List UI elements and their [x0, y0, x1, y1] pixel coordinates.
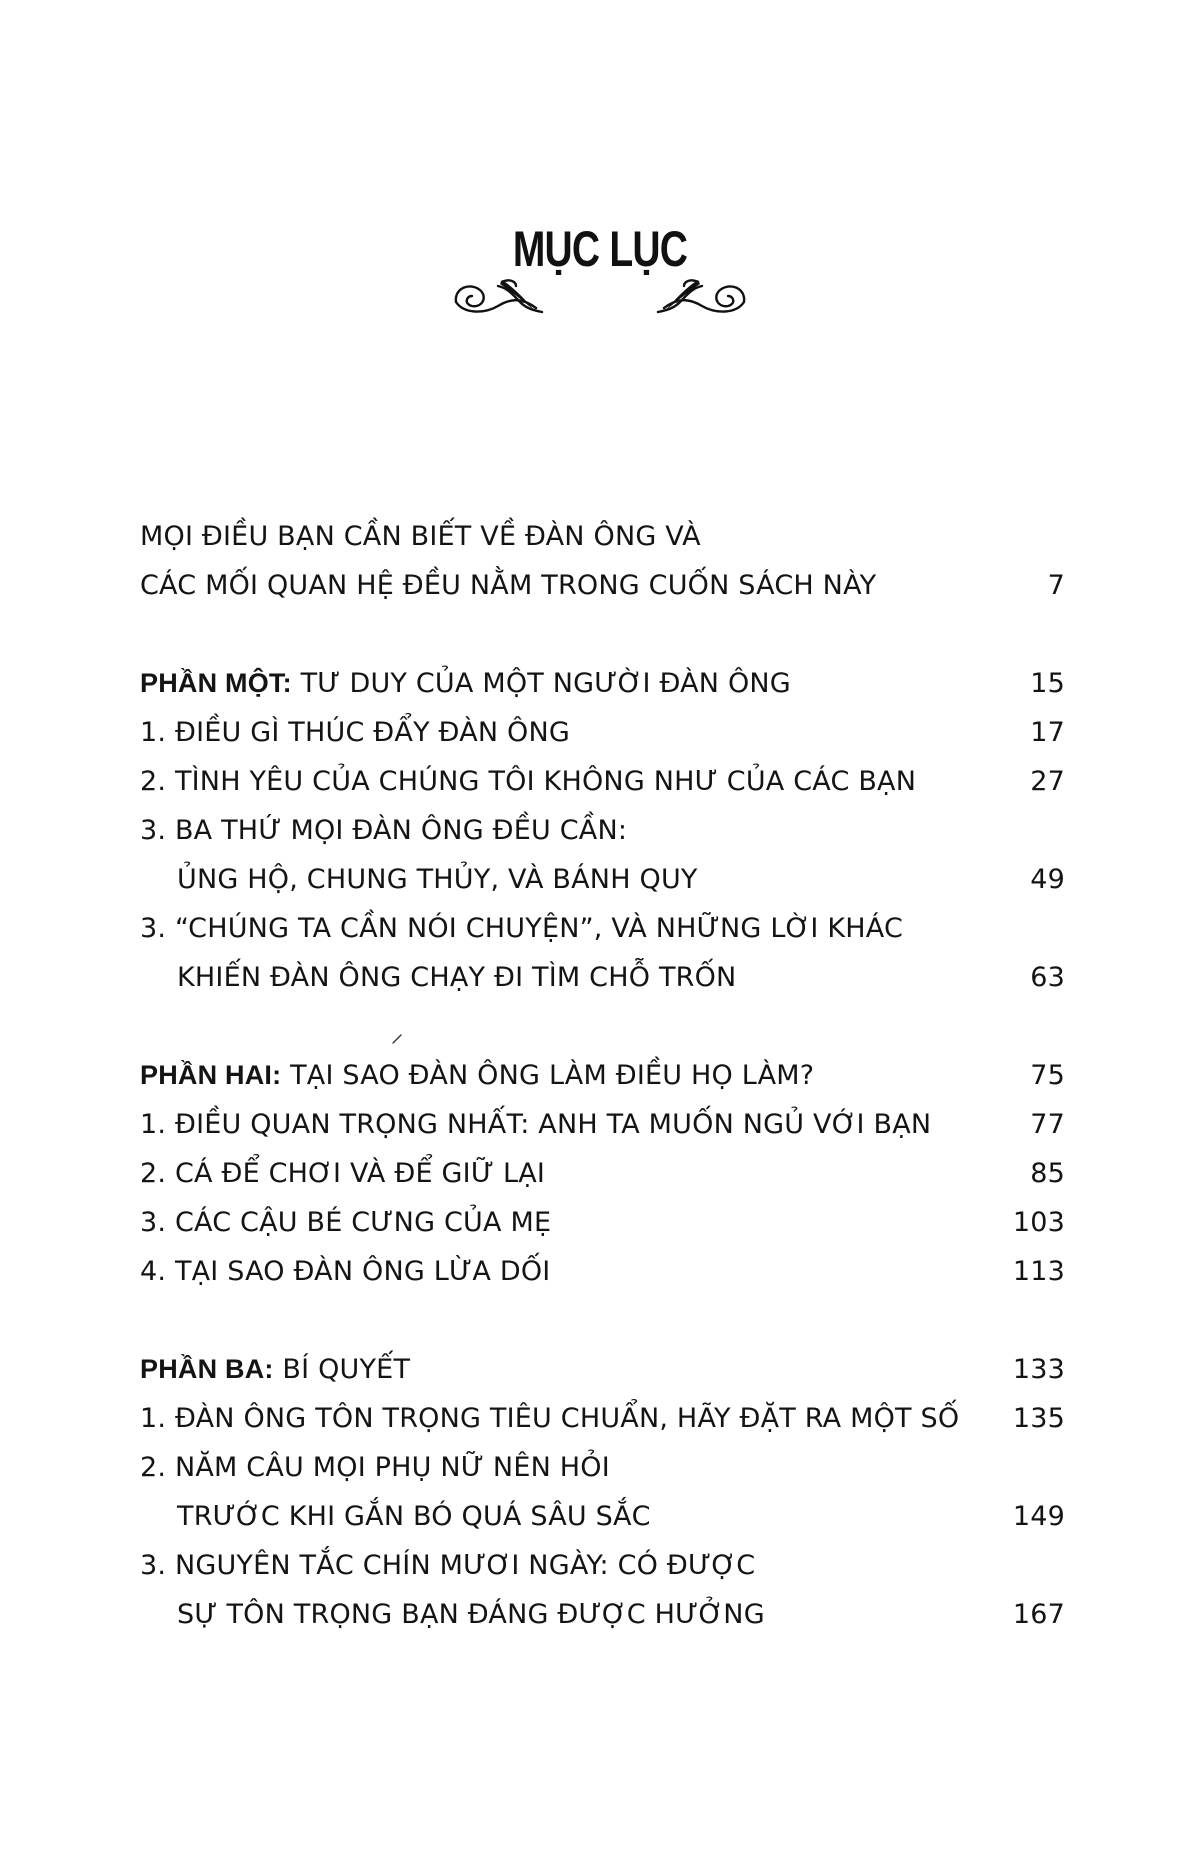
toc-entry-text: 1. ĐIỀU GÌ THÚC ĐẨY ĐÀN ÔNG — [140, 717, 571, 748]
toc-chapter-entry[interactable] — [140, 904, 1065, 953]
toc-page-number: 63 — [1030, 962, 1065, 993]
toc-part-heading-3[interactable] — [140, 1345, 1065, 1394]
page-title: MỤC LỤC — [512, 221, 688, 277]
toc-chapter-entry[interactable] — [140, 1100, 1065, 1149]
toc-entry-intro-line-2[interactable] — [140, 561, 1065, 610]
toc-entry-text: MỌI ĐIỀU BẠN CẦN BIẾT VỀ ĐÀN ÔNG VÀ — [140, 521, 701, 552]
toc-entry-text: 3. NGUYÊN TẮC CHÍN MƯƠI NGÀY: CÓ ĐƯỢC — [140, 1550, 756, 1581]
part-title: TẠI SAO ĐÀN ÔNG LÀM ĐIỀU HỌ LÀM? — [290, 1060, 815, 1091]
part-title: BÍ QUYẾT — [282, 1354, 411, 1385]
toc-entry-text: KHIẾN ĐÀN ÔNG CHẠY ĐI TÌM CHỖ TRỐN — [177, 962, 737, 993]
toc-chapter-continuation[interactable] — [140, 953, 1065, 1002]
part-colon: : — [282, 668, 292, 698]
toc-entry-text: 3. “CHÚNG TA CẦN NÓI CHUYỆN”, VÀ NHỮNG LỜI KHÁC — [140, 913, 904, 944]
toc-entry-text: 4. TẠI SAO ĐÀN ÔNG LỪA DỐI — [140, 1256, 551, 1287]
part-colon: : — [272, 1060, 282, 1090]
toc-chapter-entry[interactable] — [140, 708, 1065, 757]
flourish-ornament-icon — [450, 268, 750, 328]
part-title: TƯ DUY CỦA MỘT NGƯỜI ĐÀN ÔNG — [300, 668, 791, 699]
toc-page-number: 149 — [1012, 1501, 1065, 1532]
toc-chapter-entry[interactable] — [140, 806, 1065, 855]
toc-page-number: 103 — [1012, 1207, 1065, 1238]
toc-page-number: 113 — [1012, 1256, 1065, 1287]
toc-page-number: 77 — [1030, 1109, 1065, 1140]
part-label: PHẦN HAI — [140, 1060, 273, 1090]
toc-entry-text: 3. CÁC CẬU BÉ CƯNG CỦA MẸ — [140, 1207, 552, 1238]
toc-page-number: 167 — [1012, 1599, 1065, 1630]
page-header — [0, 0, 1200, 400]
toc-entry-text: 1. ĐÀN ÔNG TÔN TRỌNG TIÊU CHUẨN, HÃY ĐẶT RA MỘT SỐ — [140, 1403, 960, 1434]
table-of-contents — [140, 512, 1065, 1639]
toc-entry-text: ỦNG HỘ, CHUNG THỦY, VÀ BÁNH QUY — [177, 864, 698, 895]
toc-page-number: 7 — [1047, 570, 1065, 601]
toc-page-number: 85 — [1030, 1158, 1065, 1189]
toc-entry-text: 2. NĂM CÂU MỌI PHỤ NỮ NÊN HỎI — [140, 1452, 610, 1483]
toc-chapter-continuation[interactable] — [140, 1590, 1065, 1639]
toc-page-number: 17 — [1030, 717, 1065, 748]
toc-chapter-entry[interactable] — [140, 1198, 1065, 1247]
toc-chapter-entry[interactable] — [140, 1541, 1065, 1590]
part-label: PHẦN BA — [140, 1354, 265, 1384]
toc-entry-text: 2. TÌNH YÊU CỦA CHÚNG TÔI KHÔNG NHƯ CỦA CÁC BẠN — [140, 766, 917, 797]
toc-chapter-entry[interactable] — [140, 1149, 1065, 1198]
toc-entry-intro-line-1[interactable] — [140, 512, 1065, 561]
section-spacer — [140, 1002, 1065, 1051]
toc-entry-text: 2. CÁ ĐỂ CHƠI VÀ ĐỂ GIỮ LẠI — [140, 1158, 546, 1189]
toc-page-number: 133 — [1012, 1354, 1065, 1385]
toc-page-number: 75 — [1030, 1060, 1065, 1091]
toc-chapter-entry[interactable] — [140, 1394, 1065, 1443]
stray-pen-mark — [392, 1034, 402, 1044]
toc-chapter-continuation[interactable] — [140, 1492, 1065, 1541]
toc-chapter-continuation[interactable] — [140, 855, 1065, 904]
part-colon: : — [264, 1354, 274, 1384]
toc-chapter-entry[interactable] — [140, 757, 1065, 806]
toc-entry-text: CÁC MỐI QUAN HỆ ĐỀU NẰM TRONG CUỐN SÁCH NÀY — [140, 570, 877, 601]
toc-page-number: 15 — [1030, 668, 1065, 699]
toc-chapter-entry[interactable] — [140, 1247, 1065, 1296]
toc-page-number: 49 — [1030, 864, 1065, 895]
toc-chapter-entry[interactable] — [140, 1443, 1065, 1492]
section-spacer — [140, 610, 1065, 659]
toc-part-heading-1[interactable] — [140, 659, 1065, 708]
toc-entry-text: TRƯỚC KHI GẮN BÓ QUÁ SÂU SẮC — [177, 1501, 651, 1532]
toc-page-number: 27 — [1030, 766, 1065, 797]
toc-entry-text: SỰ TÔN TRỌNG BẠN ĐÁNG ĐƯỢC HƯỞNG — [177, 1599, 765, 1630]
toc-part-heading-2[interactable] — [140, 1051, 1065, 1100]
toc-entry-text: 1. ĐIỀU QUAN TRỌNG NHẤT: ANH TA MUỐN NGỦ VỚI BẠN — [140, 1109, 932, 1140]
toc-page-number: 135 — [1012, 1403, 1065, 1434]
part-label: PHẦN MỘT — [140, 668, 283, 698]
toc-entry-text: 3. BA THỨ MỌI ĐÀN ÔNG ĐỀU CẦN: — [140, 815, 628, 846]
section-spacer — [140, 1296, 1065, 1345]
